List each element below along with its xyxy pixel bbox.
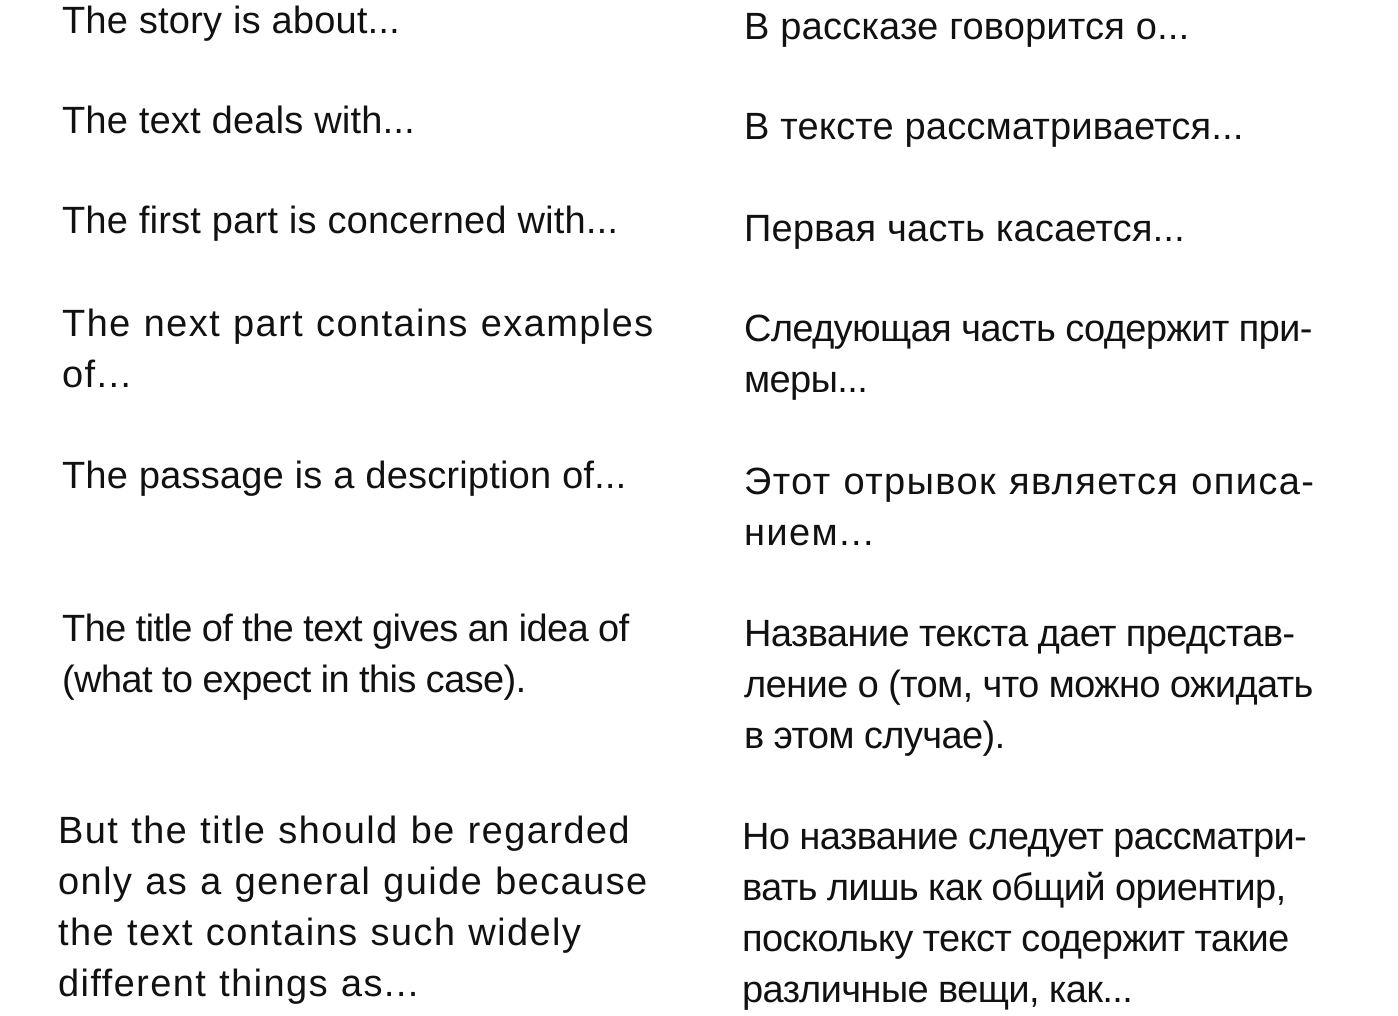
phrase-en-6: The title of the text gives an idea of (what to expect in this case). <box>62 608 629 701</box>
phrase-en-2: The text deals with... <box>62 100 415 142</box>
phrase-ru-1: В рассказе говорится о... <box>744 6 1190 48</box>
phrase-en-5: The passage is a description of... <box>62 455 627 497</box>
phrase-ru-3: Первая часть касается... <box>744 208 1185 250</box>
phrase-ru-5: Этот отрывок является описа- нием... <box>744 461 1316 554</box>
phrase-en-1: The story is about... <box>62 0 400 42</box>
phrase-en-7: But the title should be regarded only as a general guide because the text contains such widely different things as... <box>58 810 649 1005</box>
phrase-ru-7: Но название следует рассматри- вать лишь как общий ориентир, поскольку текст содержит такие различные вещи, как... <box>742 816 1307 1011</box>
phrase-en-3: The first part is concerned with... <box>62 200 619 242</box>
phrase-ru-2: В тексте рассматривается... <box>744 106 1244 148</box>
phrase-ru-6: Название текста дает представ- ление о (том, что можно ожидать в этом случае). <box>744 613 1313 757</box>
phrase-ru-4: Следующая часть содержит при- меры... <box>744 308 1312 401</box>
phrase-en-4: The next part contains examples of... <box>62 303 655 396</box>
